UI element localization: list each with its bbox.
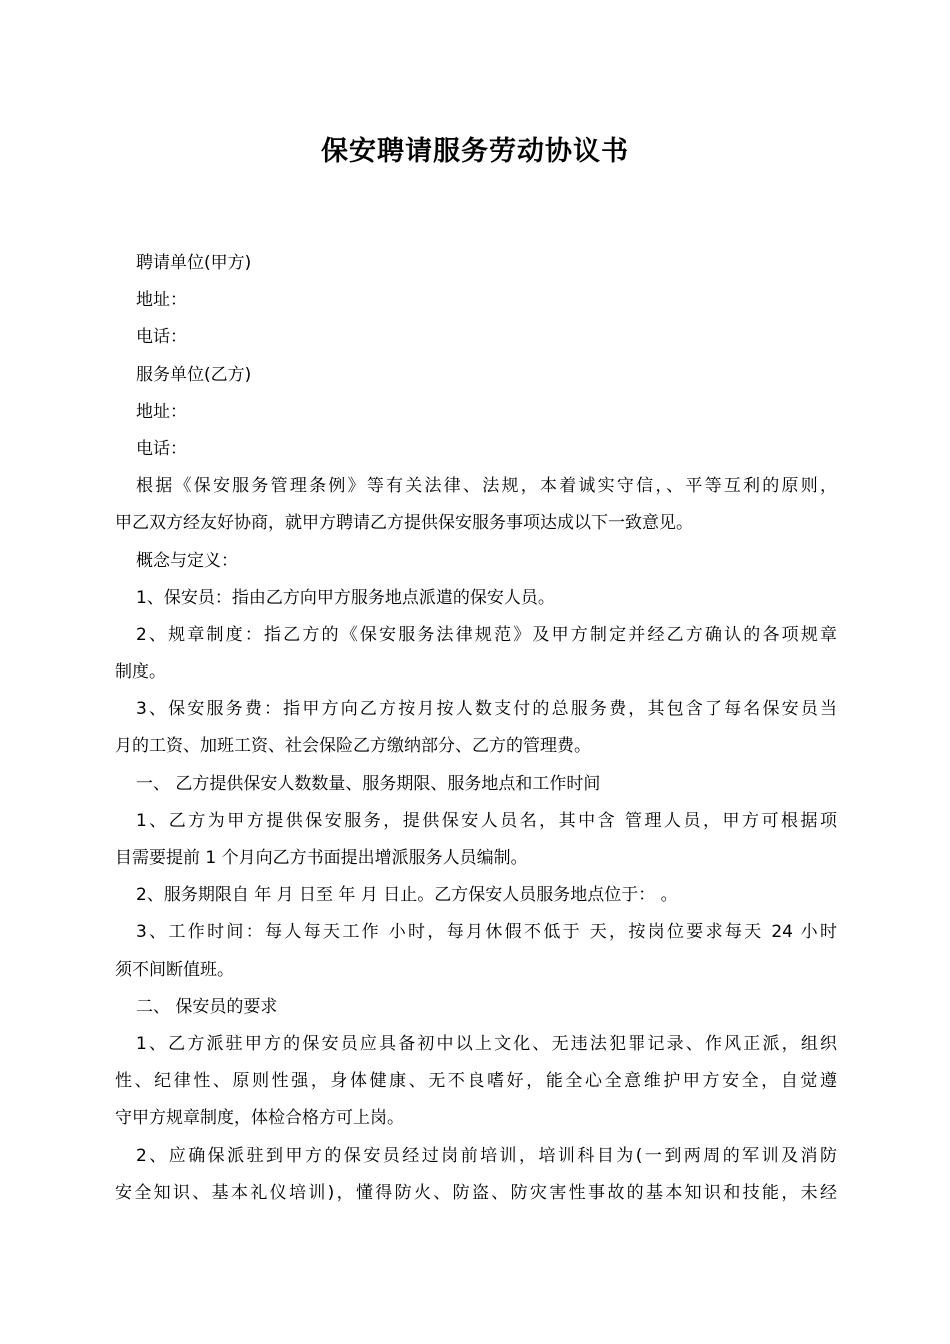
document-body — [115, 245, 837, 1212]
clause-line: 1、乙方为甲方提供保安服务，提供保安人员名，其中含 管理人员，甲方可根据项 — [136, 810, 837, 831]
document-title: 保安聘请服务劳动协议书 — [321, 136, 629, 167]
clause-line: 2、服务期限自 年 月 日至 年 月 日止。乙方保安人员服务地点位于： 。 — [136, 885, 678, 906]
preamble-line: 根据《保安服务管理条例》等有关法律、法规，本着诚实守信，、平等互利的原则， — [136, 476, 837, 497]
party-a-label: 聘请单位(甲方) — [136, 253, 252, 273]
section-heading-2: 二、 保安员的要求 — [136, 996, 278, 1017]
party-b-label: 服务单位(乙方) — [136, 364, 252, 385]
clause-line: 2、应确保派驻到甲方的保安员经过岗前培训，培训科目为(一到两周的军训及消防 — [136, 1145, 837, 1166]
party-a-phone-label: 电话： — [136, 327, 187, 348]
clause-line: 1、乙方派驻甲方的保安员应具备初中以上文化、无违法犯罪记录、作风正派，组织 — [136, 1033, 837, 1054]
definitions-heading: 概念与定义： — [136, 550, 238, 571]
clause-line: 目需要提前 1 个月向乙方书面提出增派服务人员编制。 — [115, 848, 528, 868]
definition-line: 1、保安员：指由乙方向甲方服务地点派遣的保安人员。 — [136, 587, 555, 608]
definition-line: 制度。 — [115, 662, 166, 683]
clause-line: 性、纪律性、原则性强，身体健康、无不良嗜好，能全心全意维护甲方安全，自觉遵 — [115, 1071, 837, 1092]
clause-line: 3、工作时间：每人每天工作 小时，每月休假不低于 天，按岗位要求每天 24 小时 — [136, 922, 837, 943]
preamble-line: 甲乙双方经友好协商，就甲方聘请乙方提供保安服务事项达成以下一致意见。 — [115, 513, 693, 534]
clause-line: 守甲方规章制度，体检合格方可上岗。 — [115, 1108, 404, 1129]
party-b-address-label: 地址： — [136, 401, 187, 422]
party-b-phone-label: 电话： — [136, 438, 187, 459]
clause-line: 须不间断值班。 — [115, 959, 234, 980]
section-heading-1: 一、 乙方提供保安人数数量、服务期限、服务地点和工作时间 — [136, 773, 601, 794]
definition-line: 2、规章制度：指乙方的《保安服务法律规范》及甲方制定并经乙方确认的各项规章 — [136, 624, 837, 645]
clause-line: 安全知识、基本礼仪培训)，懂得防火、防盗、防灾害性事故的基本知识和技能，未经 — [115, 1182, 837, 1203]
definition-line: 3、保安服务费：指甲方向乙方按月按人数支付的总服务费，其包含了每名保安员当 — [136, 699, 837, 720]
definition-line: 月的工资、加班工资、社会保险乙方缴纳部分、乙方的管理费。 — [115, 736, 591, 757]
party-a-address-label: 地址： — [136, 290, 187, 311]
